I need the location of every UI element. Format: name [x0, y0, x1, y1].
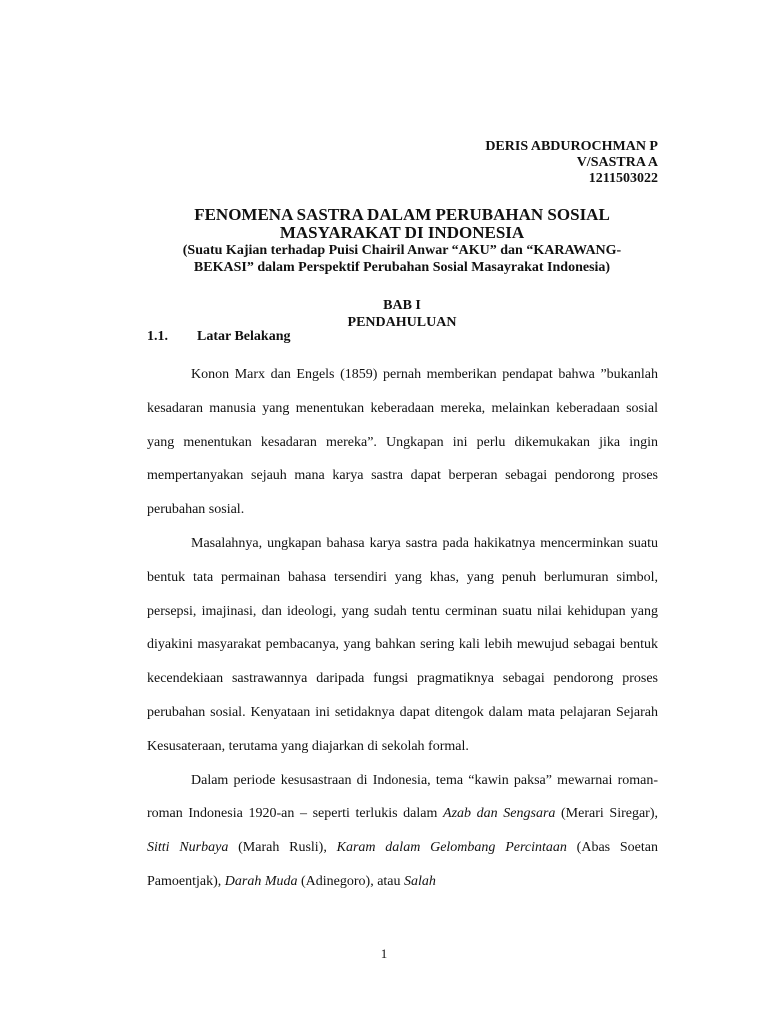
subtitle-line-2: BEKASI” dalam Perspektif Perubahan Sosial Masayrakat Indonesia) — [193, 260, 611, 275]
author-info — [485, 139, 658, 187]
paragraph-3-text: (Adinegoro), atau — [297, 873, 405, 889]
book-title-salah: Salah — [404, 873, 436, 889]
author-student-id: 1211503022 — [588, 171, 658, 186]
paragraph-3 — [147, 764, 658, 899]
title-line-1: FENOMENA SASTRA DALAM PERUBAHAN SOSIAL — [194, 205, 610, 224]
paragraph-3-text: Dalam periode kesusastraan di Indonesia, tema “kawin paksa” mewarnai roman-roman Indonesia 1920-an – seperti terlukis dalam — [147, 772, 658, 822]
body-text — [147, 358, 658, 899]
book-title-azab-dan-sengsara: Azab dan Sengsara — [443, 806, 556, 822]
author-name: DERIS ABDUROCHMAN P — [485, 139, 658, 154]
paragraph-3-text: (Marah Rusli), — [228, 840, 337, 856]
book-title-sitti-nurbaya: Sitti Nurbaya — [147, 840, 229, 856]
book-title-darah-muda: Darah Muda — [224, 873, 298, 889]
paragraph-1: Konon Marx dan Engels (1859) pernah memberikan pendapat bahwa ”bukanlah kesadaran manusia yang menentukan keberadaan mereka, melainkan keberadaan sosial yang menentukan kesadaran mereka”. Ungkapan ini perlu dikemukakan jika ingin mempertanyakan sejauh mana karya sastra dapat berperan sebagai pendorong proses perubahan sosial. — [147, 367, 658, 518]
author-class: V/SASTRA A — [576, 155, 658, 170]
section-heading — [147, 329, 290, 345]
book-title-karam-dalam-gelombang-percintaan: Karam dalam Gelombang Percintaan — [336, 840, 567, 856]
section-title: Latar Belakang — [197, 329, 291, 344]
paragraph-3-text: (Merari Siregar), — [555, 806, 658, 822]
page-number: 1 — [380, 946, 388, 961]
chapter-label: BAB I — [383, 298, 421, 313]
subtitle-line-1: (Suatu Kajian terhadap Puisi Chairil Anwar “AKU” dan “KARAWANG- — [182, 243, 622, 258]
section-number: 1.1. — [147, 329, 168, 344]
document-title — [110, 206, 694, 276]
paragraph-3-text: (Abas Soetan Pamoentjak), — [147, 840, 658, 889]
chapter-heading — [110, 297, 694, 331]
title-line-2: MASYARAKAT DI INDONESIA — [279, 223, 525, 242]
chapter-name: PENDAHULUAN — [347, 315, 457, 330]
paragraph-2: Masalahnya, ungkapan bahasa karya sastra pada hakikatnya mencerminkan suatu bentuk tata permainan bahasa tersendiri yang khas, yang penuh berlumuran simbol, persepsi, imajinasi, dan ideologi, yang sudah tentu cerminan suatu nilai kehidupan yang diyakini masyarakat pembacanya, yang bahkan sering kali lebih mewujud sebagai bentuk kecendekiaan sastrawannya daripada fungsi pragmatiknya sebagai pendorong proses perubahan sosial. Kenyataan ini setidaknya dapat ditengok dalam mata pelajaran Sejarah Kesusateraan, terutama yang diajarkan di sekolah formal. — [147, 535, 658, 754]
